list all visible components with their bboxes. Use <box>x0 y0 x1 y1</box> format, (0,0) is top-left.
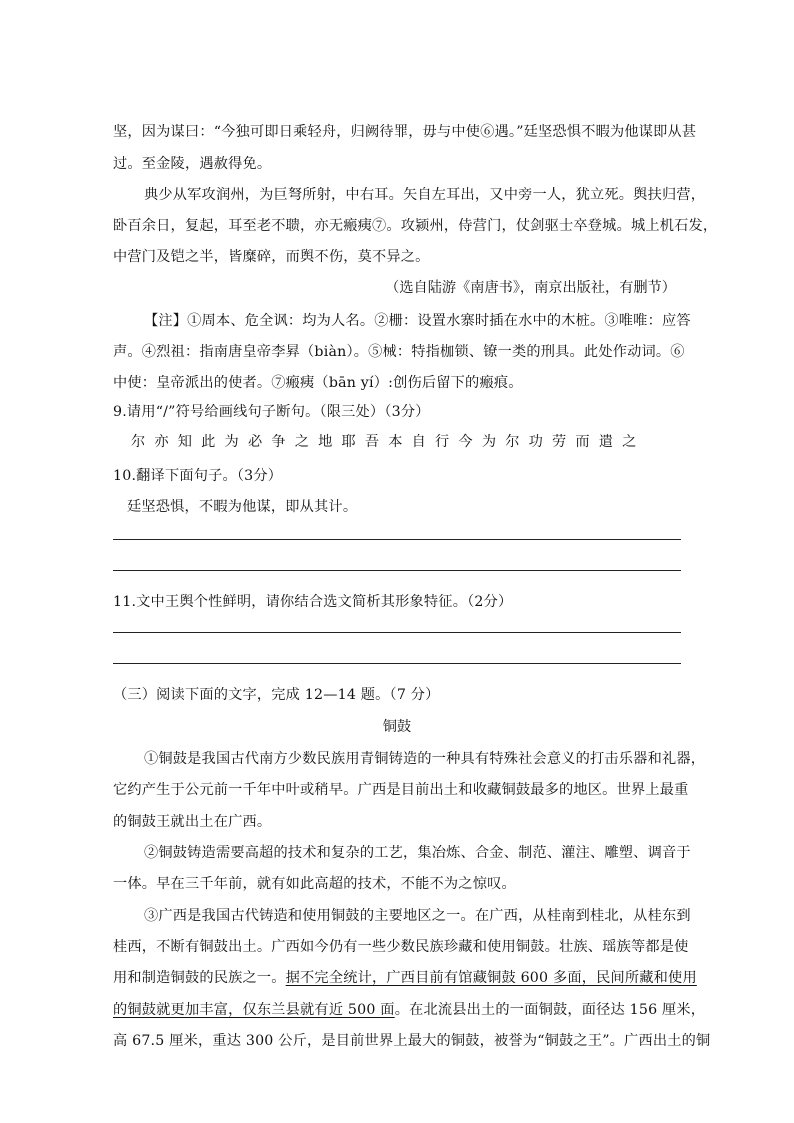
passage-source: （选自陆游《南唐书》，南京出版社，有删节） <box>385 280 676 296</box>
article-line <box>113 968 697 988</box>
passage-line: 典少从军攻润州，为巨弩所射，中右耳。矢自左耳出，又中旁一人，犹立死。舆扶归营， <box>144 187 706 203</box>
article-line: ③广西是我国古代铸造和使用铜鼓的主要地区之一。在广西，从桂南到桂北，从桂东到 <box>144 908 691 924</box>
article-text: 。在北流县出土的一面铜鼓，面径达 156 厘米， <box>394 1002 706 1018</box>
passage-line: 卧百余日，复起，耳至老不聩，亦无瘢痍⑦。攻颍州，侍营门，仗剑驱士卒登城。城上机石发， <box>113 218 718 234</box>
note-line: 中使：皇帝派出的使者。⑦瘢痍（bān yí）:创伤后留下的瘢痕。 <box>113 375 523 391</box>
article-line: 它约产生于公元前一千年中叶或稍早。广西是目前出土和收藏铜鼓最多的地区。世界上最重 <box>113 782 689 798</box>
question-10-sentence: 廷坚恐惧，不暇为他谋，即从其计。 <box>127 499 358 515</box>
passage-line: 坚，因为谋曰：“今独可即日乘轻舟，归阙待罪，毋与中使⑥遇。”廷坚恐惧不暇为他谋即从甚 <box>113 124 697 140</box>
passage-line: 过。至金陵，遇赦得免。 <box>113 156 272 172</box>
answer-line[interactable] <box>113 663 681 664</box>
article-line: 一体。早在三千年前，就有如此高超的技术，不能不为之惊叹。 <box>113 876 516 892</box>
article-line: ②铜鼓铸造需要高超的技术和复杂的工艺，集冶炼、合金、制范、灌注、雕塑、调音于 <box>144 845 691 861</box>
answer-line[interactable] <box>113 632 681 633</box>
note-line: 【注】①周本、危全讽：均为人名。②栅：设置水寨时插在水中的木桩。③唯唯：应答 <box>144 313 691 329</box>
question-10: 10.翻译下面句子。（3分） <box>113 468 283 484</box>
article-line <box>113 1000 705 1020</box>
answer-line[interactable] <box>113 570 681 571</box>
article-text: 用和制造铜鼓的民族之一。 <box>113 970 286 986</box>
section-3-heading: （三）阅读下面的文字，完成 12—14 题。（7 分） <box>113 687 440 703</box>
question-9-sentence: 尔亦知此为必争之地耶吾本自行今为尔功劳而遣之 <box>131 434 646 450</box>
note-line: 声。④烈祖：指南唐皇帝李昪（biàn）。⑤械：特指枷锁、镣一类的刑具。此处作动词。⑥ <box>113 344 685 360</box>
question-9: 9.请用“/”符号给画线句子断句。（限三处）（3分） <box>113 404 430 420</box>
article-line: 的铜鼓王就出土在广西。 <box>113 814 272 830</box>
underlined-text: 的铜鼓就更加丰富，仅东兰县就有近 500 面 <box>113 1002 395 1018</box>
passage-line: 中营门及铠之半，皆糜碎，而舆不伤，莫不异之。 <box>113 249 430 265</box>
article-line: 桂西，不断有铜鼓出土。广西如今仍有一些少数民族珍藏和使用铜鼓。壮族、瑶族等都是使 <box>113 939 689 955</box>
article-line: ①铜鼓是我国古代南方少数民族用青铜铸造的一种具有特殊社会意义的打击乐器和礼器， <box>144 751 706 767</box>
article-title: 铜鼓 <box>382 719 412 735</box>
answer-line[interactable] <box>113 539 681 540</box>
question-11: 11.文中王舆个性鲜明，请你结合选文简析其形象特征。（2分） <box>113 594 513 610</box>
article-line: 高 67.5 厘米，重达 300 公斤，是目前世界上最大的铜鼓，被誉为“铜鼓之王”。广西出土的铜 <box>113 1033 711 1049</box>
underlined-text: 据不完全统计，广西目前有馆藏铜鼓 600 多面，民间所藏和使用 <box>285 970 697 986</box>
